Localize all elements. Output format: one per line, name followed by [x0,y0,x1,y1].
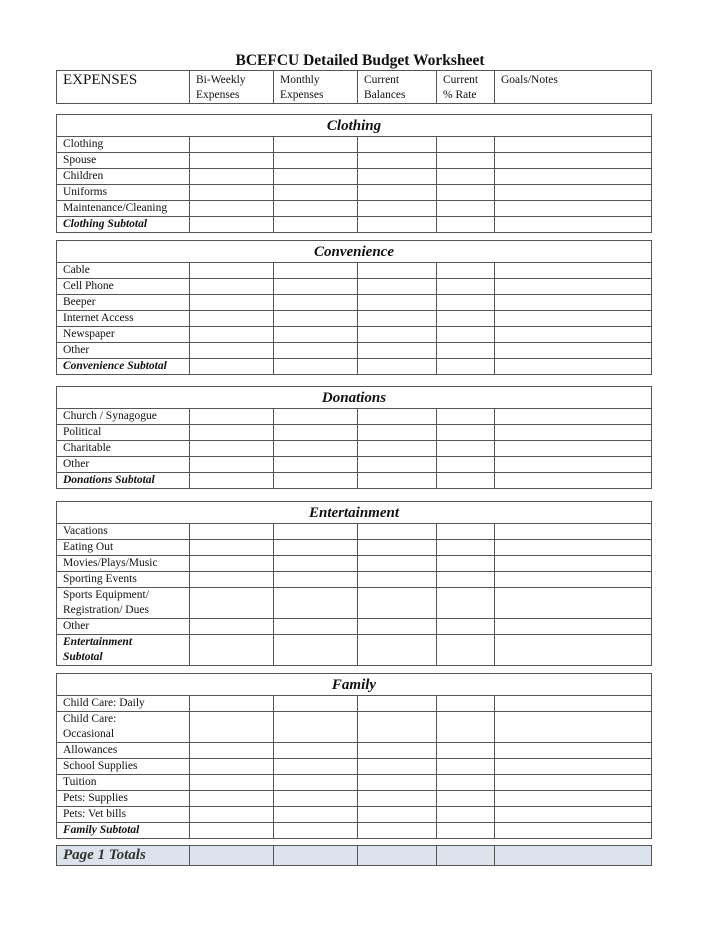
cell-balance[interactable] [358,409,437,425]
cell-balance[interactable] [358,712,437,743]
table-row [57,524,652,540]
monthly-header: Monthly Expenses [274,71,358,104]
cell-biweekly[interactable] [190,588,274,619]
cell-biweekly[interactable] [190,846,274,866]
cell-monthly[interactable] [274,279,358,295]
cell-rate[interactable] [437,359,495,375]
cell-notes[interactable] [495,359,652,375]
cell-balance[interactable] [358,137,437,153]
row-label: Clothing [57,137,190,153]
cell-rate[interactable] [437,153,495,169]
biweekly-header: Bi-Weekly Expenses [190,71,274,104]
subtotal-label: Clothing Subtotal [57,217,190,233]
cell-notes[interactable] [495,311,652,327]
cell-balance[interactable] [358,185,437,201]
table-row [57,201,652,217]
subtotal-label: Entertainment Subtotal [57,635,190,666]
table-row [57,153,652,169]
cell-rate[interactable] [437,327,495,343]
subtotal-row [57,473,652,489]
cell-rate[interactable] [437,524,495,540]
row-label: Sporting Events [57,572,190,588]
section-donations [56,386,652,489]
cell-balance[interactable] [358,295,437,311]
cell-rate[interactable] [437,409,495,425]
cell-notes[interactable] [495,807,652,823]
cell-biweekly[interactable] [190,311,274,327]
table-row [57,263,652,279]
table-row [57,295,652,311]
table-row [57,743,652,759]
row-label: Political [57,425,190,441]
cell-balance[interactable] [358,846,437,866]
subtotal-label: Convenience Subtotal [57,359,190,375]
row-label: Eating Out [57,540,190,556]
cell-notes[interactable] [495,572,652,588]
cell-balance[interactable] [358,311,437,327]
cell-rate[interactable] [437,588,495,619]
row-label: School Supplies [57,759,190,775]
cell-biweekly[interactable] [190,263,274,279]
cell-biweekly[interactable] [190,775,274,791]
table-row [57,759,652,775]
cell-notes[interactable] [495,425,652,441]
row-label: Movies/Plays/Music [57,556,190,572]
cell-rate[interactable] [437,696,495,712]
cell-balance[interactable] [358,425,437,441]
table-row [57,807,652,823]
cell-balance[interactable] [358,263,437,279]
cell-notes[interactable] [495,635,652,666]
cell-balance[interactable] [358,619,437,635]
row-label: Church / Synagogue [57,409,190,425]
cell-monthly[interactable] [274,295,358,311]
cell-monthly[interactable] [274,441,358,457]
cell-balance[interactable] [358,153,437,169]
cell-monthly[interactable] [274,169,358,185]
cell-rate[interactable] [437,846,495,866]
cell-notes[interactable] [495,279,652,295]
cell-biweekly[interactable] [190,409,274,425]
row-label: Charitable [57,441,190,457]
cell-monthly[interactable] [274,846,358,866]
row-label: Other [57,619,190,635]
cell-balance[interactable] [358,759,437,775]
table-row [57,185,652,201]
row-label: Cell Phone [57,279,190,295]
cell-biweekly[interactable] [190,137,274,153]
row-label: Vacations [57,524,190,540]
cell-monthly[interactable] [274,540,358,556]
cell-balance[interactable] [358,343,437,359]
row-label: Tuition [57,775,190,791]
cell-notes[interactable] [495,791,652,807]
table-row [57,712,652,743]
cell-notes[interactable] [495,137,652,153]
cell-monthly[interactable] [274,473,358,489]
cell-balance[interactable] [358,169,437,185]
cell-notes[interactable] [495,343,652,359]
cell-rate[interactable] [437,217,495,233]
cell-notes[interactable] [495,201,652,217]
cell-balance[interactable] [358,540,437,556]
cell-biweekly[interactable] [190,457,274,473]
cell-notes[interactable] [495,759,652,775]
row-label: Spouse [57,153,190,169]
cell-notes[interactable] [495,473,652,489]
cell-notes[interactable] [495,619,652,635]
cell-balance[interactable] [358,635,437,666]
cell-rate[interactable] [437,791,495,807]
table-row [57,409,652,425]
cell-notes[interactable] [495,185,652,201]
cell-notes[interactable] [495,588,652,619]
section-entertainment [56,501,652,666]
cell-rate[interactable] [437,295,495,311]
table-row [57,311,652,327]
cell-rate[interactable] [437,572,495,588]
cell-biweekly[interactable] [190,201,274,217]
cell-monthly[interactable] [274,588,358,619]
section-clothing [56,114,652,233]
cell-rate[interactable] [437,311,495,327]
cell-biweekly[interactable] [190,743,274,759]
cell-monthly[interactable] [274,153,358,169]
cell-rate[interactable] [437,169,495,185]
cell-notes[interactable] [495,696,652,712]
cell-balance[interactable] [358,743,437,759]
page-totals-label: Page 1 Totals [57,846,190,866]
cell-balance[interactable] [358,524,437,540]
row-label: Internet Access [57,311,190,327]
cell-rate[interactable] [437,185,495,201]
cell-biweekly[interactable] [190,359,274,375]
section-heading: Clothing [57,115,652,137]
cell-biweekly[interactable] [190,524,274,540]
table-row [57,327,652,343]
balances-header: Current Balances [358,71,437,104]
cell-notes[interactable] [495,743,652,759]
cell-biweekly[interactable] [190,696,274,712]
cell-biweekly[interactable] [190,619,274,635]
table-row [57,556,652,572]
cell-rate[interactable] [437,457,495,473]
cell-monthly[interactable] [274,524,358,540]
section-heading: Convenience [57,241,652,263]
cell-monthly[interactable] [274,572,358,588]
cell-monthly[interactable] [274,807,358,823]
cell-rate[interactable] [437,759,495,775]
cell-rate[interactable] [437,807,495,823]
cell-notes[interactable] [495,327,652,343]
cell-notes[interactable] [495,823,652,839]
header-table [56,70,652,104]
cell-rate[interactable] [437,343,495,359]
page-totals-table [56,845,652,866]
subtotal-row [57,635,652,666]
section-heading: Family [57,674,652,696]
cell-biweekly[interactable] [190,807,274,823]
cell-balance[interactable] [358,775,437,791]
cell-monthly[interactable] [274,635,358,666]
cell-notes[interactable] [495,409,652,425]
cell-notes[interactable] [495,457,652,473]
section-heading: Donations [57,387,652,409]
cell-rate[interactable] [437,540,495,556]
cell-notes[interactable] [495,217,652,233]
cell-biweekly[interactable] [190,635,274,666]
cell-biweekly[interactable] [190,169,274,185]
cell-monthly[interactable] [274,185,358,201]
cell-rate[interactable] [437,823,495,839]
cell-biweekly[interactable] [190,759,274,775]
cell-rate[interactable] [437,743,495,759]
cell-monthly[interactable] [274,201,358,217]
table-row [57,791,652,807]
goals-header: Goals/Notes [495,71,652,104]
cell-balance[interactable] [358,359,437,375]
cell-notes[interactable] [495,846,652,866]
cell-notes[interactable] [495,524,652,540]
expenses-header: EXPENSES [57,71,190,104]
cell-monthly[interactable] [274,791,358,807]
row-label: Uniforms [57,185,190,201]
cell-monthly[interactable] [274,712,358,743]
cell-notes[interactable] [495,169,652,185]
cell-biweekly[interactable] [190,153,274,169]
subtotal-label: Family Subtotal [57,823,190,839]
cell-monthly[interactable] [274,327,358,343]
cell-balance[interactable] [358,791,437,807]
cell-biweekly[interactable] [190,712,274,743]
subtotal-row [57,217,652,233]
cell-rate[interactable] [437,556,495,572]
cell-balance[interactable] [358,588,437,619]
cell-monthly[interactable] [274,556,358,572]
cell-biweekly[interactable] [190,823,274,839]
cell-biweekly[interactable] [190,185,274,201]
cell-balance[interactable] [358,473,437,489]
table-row [57,425,652,441]
cell-notes[interactable] [495,441,652,457]
table-row [57,169,652,185]
subtotal-row [57,359,652,375]
cell-monthly[interactable] [274,409,358,425]
cell-notes[interactable] [495,153,652,169]
row-label: Pets: Vet bills [57,807,190,823]
table-row [57,441,652,457]
cell-monthly[interactable] [274,263,358,279]
cell-notes[interactable] [495,712,652,743]
row-label: Pets: Supplies [57,791,190,807]
section-family [56,673,652,839]
cell-balance[interactable] [358,217,437,233]
cell-balance[interactable] [358,696,437,712]
section-convenience [56,240,652,375]
table-row [57,279,652,295]
cell-rate[interactable] [437,201,495,217]
cell-monthly[interactable] [274,823,358,839]
cell-biweekly[interactable] [190,295,274,311]
cell-balance[interactable] [358,823,437,839]
subtotal-label: Donations Subtotal [57,473,190,489]
table-row [57,588,652,619]
cell-notes[interactable] [495,263,652,279]
cell-biweekly[interactable] [190,425,274,441]
cell-biweekly[interactable] [190,473,274,489]
cell-rate[interactable] [437,619,495,635]
cell-monthly[interactable] [274,743,358,759]
row-label: Other [57,343,190,359]
cell-monthly[interactable] [274,696,358,712]
table-row [57,137,652,153]
cell-biweekly[interactable] [190,556,274,572]
cell-monthly[interactable] [274,217,358,233]
cell-balance[interactable] [358,807,437,823]
cell-rate[interactable] [437,441,495,457]
worksheet-title: BCEFCU Detailed Budget Worksheet [235,52,485,69]
cell-balance[interactable] [358,457,437,473]
row-label: Newspaper [57,327,190,343]
row-label: Children [57,169,190,185]
cell-monthly[interactable] [274,775,358,791]
cell-notes[interactable] [495,775,652,791]
row-label: Allowances [57,743,190,759]
cell-rate[interactable] [437,635,495,666]
table-row [57,540,652,556]
cell-balance[interactable] [358,572,437,588]
subtotal-row [57,823,652,839]
cell-monthly[interactable] [274,619,358,635]
cell-monthly[interactable] [274,425,358,441]
row-label: Beeper [57,295,190,311]
cell-notes[interactable] [495,295,652,311]
cell-balance[interactable] [358,279,437,295]
row-label: Child Care: Daily [57,696,190,712]
cell-monthly[interactable] [274,759,358,775]
cell-biweekly[interactable] [190,540,274,556]
table-row [57,457,652,473]
cell-biweekly[interactable] [190,441,274,457]
cell-rate[interactable] [437,425,495,441]
cell-rate[interactable] [437,712,495,743]
cell-notes[interactable] [495,540,652,556]
table-row [57,343,652,359]
cell-monthly[interactable] [274,311,358,327]
cell-rate[interactable] [437,263,495,279]
cell-biweekly[interactable] [190,217,274,233]
table-row [57,572,652,588]
cell-notes[interactable] [495,556,652,572]
table-row [57,619,652,635]
cell-rate[interactable] [437,279,495,295]
cell-balance[interactable] [358,441,437,457]
cell-monthly[interactable] [274,343,358,359]
cell-monthly[interactable] [274,137,358,153]
cell-biweekly[interactable] [190,791,274,807]
cell-biweekly[interactable] [190,327,274,343]
row-label: Sports Equipment/ Registration/ Dues [57,588,190,619]
cell-monthly[interactable] [274,359,358,375]
table-row [57,775,652,791]
cell-biweekly[interactable] [190,572,274,588]
row-label: Maintenance/Cleaning [57,201,190,217]
rate-header: Current % Rate [437,71,495,104]
cell-rate[interactable] [437,137,495,153]
cell-rate[interactable] [437,775,495,791]
row-label: Child Care: Occasional [57,712,190,743]
section-heading: Entertainment [57,502,652,524]
table-row [57,696,652,712]
row-label: Cable [57,263,190,279]
cell-balance[interactable] [358,327,437,343]
cell-biweekly[interactable] [190,279,274,295]
cell-rate[interactable] [437,473,495,489]
totals-row [57,846,652,866]
cell-monthly[interactable] [274,457,358,473]
cell-balance[interactable] [358,201,437,217]
cell-balance[interactable] [358,556,437,572]
row-label: Other [57,457,190,473]
cell-biweekly[interactable] [190,343,274,359]
